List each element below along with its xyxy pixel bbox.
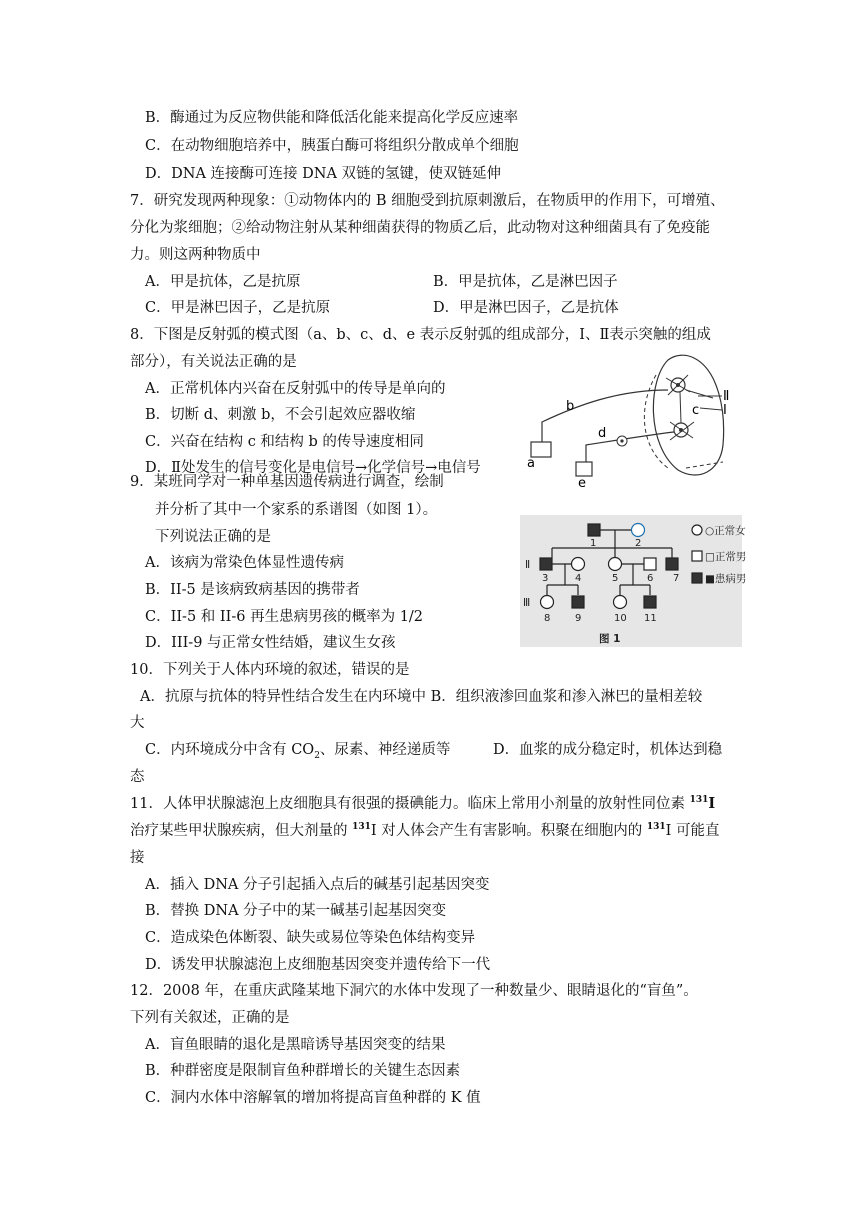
q7-option-a: A．甲是抗体，乙是抗原 <box>145 274 301 290</box>
q7-option-b: B．甲是抗体，乙是淋巴因子 <box>433 274 618 290</box>
q12-stem-line2: 下列有关叙述，正确的是 <box>130 1010 290 1026</box>
node-4: 4 <box>575 573 582 584</box>
q11-stem-line3: 接 <box>130 850 145 866</box>
q9-option-d: D．III-9 与正常女性结婚，建议生女孩 <box>145 635 396 651</box>
q7-option-c: C．甲是淋巴因子，乙是抗原 <box>145 300 331 316</box>
node-3: 3 <box>542 573 549 584</box>
label-d: d <box>598 426 607 441</box>
q12-stem-line1: 12．2008 年，在重庆武隆某地下洞穴的水体中发现了一种数量少、眼睛退化的“盲鱼”。 <box>130 983 698 999</box>
node-6: 6 <box>647 573 654 584</box>
node-9: 9 <box>575 613 582 624</box>
q8-stem-line2: 部分），有关说法正确的是 <box>130 354 297 370</box>
q10-stem: 10．下列关于人体内环境的叙述，错误的是 <box>130 662 410 678</box>
node-8: 8 <box>544 613 551 624</box>
label-a: a <box>527 456 535 471</box>
q12-option-b: B．种群密度是限制盲鱼种群增长的关键生态因素 <box>145 1063 461 1079</box>
q6-option-d: D．DNA 连接酶可连接 DNA 双链的氢键，使双链延伸 <box>145 166 502 182</box>
reflex-arc-diagram <box>518 350 740 490</box>
q6-option-b: B．酶通过为反应物供能和降低活化能来提高化学反应速率 <box>145 110 519 126</box>
q7-stem-line2: 分化为浆细胞；②给动物注射从某种细菌获得的物质乙后，此动物对这种细菌具有了免疫能 <box>130 220 710 236</box>
q10-option-d-cont: 态 <box>130 769 145 785</box>
node-10: 10 <box>614 613 627 624</box>
q6-option-c: C．在动物细胞培养中，胰蛋白酶可将组织分散成单个细胞 <box>145 138 519 154</box>
label-e: e <box>578 476 586 491</box>
q11-stem-line2: 治疗某些甲状腺疾病，但大剂量的 $^{131}$I 对人体会产生有害影响。积聚在细胞内的 $^{131}$I 可能直 <box>130 822 720 839</box>
pedigree-figure <box>520 515 747 647</box>
q8-stem-line1: 8．下图是反射弧的模式图（a、b、c、d、e 表示反射弧的组成部分，Ⅰ、Ⅱ表示突触的组成 <box>130 327 711 343</box>
q11-option-b: B．替换 DNA 分子中的某一碱基引起基因突变 <box>145 903 447 919</box>
q9-option-c: C．II-5 和 II-6 再生患病男孩的概率为 1/2 <box>145 609 424 625</box>
q11-option-c: C．造成染色体断裂、缺失或易位等染色体结构变异 <box>145 930 476 946</box>
q9-option-b: B．II-5 是该病致病基因的携带者 <box>145 582 360 598</box>
q8-option-a: A．正常机体内兴奋在反射弧中的传导是单向的 <box>145 381 446 397</box>
node-7: 7 <box>673 573 680 584</box>
label-I: Ⅰ <box>723 403 727 418</box>
gen-II-label: Ⅱ <box>525 559 531 571</box>
q11-stem-line1: 11．人体甲状腺滤泡上皮细胞具有很强的摄碘能力。临床上常用小剂量的放射性同位素 $^{131}$I <box>130 795 716 812</box>
q7-stem-line3: 力。则这两种物质中 <box>130 247 261 263</box>
q10-option-ab: A．抗原与抗体的特异性结合发生在内环境中 B．组织液渗回血浆和渗入淋巴的量相差较 <box>140 689 703 705</box>
label-c: c <box>692 403 700 418</box>
q10-option-c: C．内环境成分中含有 $CO_2$、尿素、神经递质等 <box>145 742 451 761</box>
q8-option-b: B．切断 d、刺激 b，不会引起效应器收缩 <box>145 407 416 423</box>
q12-option-a: A．盲鱼眼睛的退化是黑暗诱导基因突变的结果 <box>145 1037 446 1053</box>
q10-option-ab-cont: 大 <box>130 715 145 731</box>
q12-option-c: C．洞内水体中溶解氧的增加将提高盲鱼种群的 K 值 <box>145 1090 481 1106</box>
q7-option-d: D．甲是淋巴因子，乙是抗体 <box>433 300 619 316</box>
q11-option-a: A．插入 DNA 分子引起插入点后的碱基引起基因突变 <box>145 877 490 893</box>
q7-stem-line1: 7．研究发现两种现象：①动物体内的 B 细胞受到抗原刺激后，在物质甲的作用下，可增殖、 <box>130 193 725 209</box>
label-II: Ⅱ <box>723 389 730 404</box>
q9-stem-line3: 下列说法正确的是 <box>155 529 271 545</box>
q9-stem-line1: 9．某班同学对一种单基因遗传病进行调查，绘制 <box>130 474 444 490</box>
node-11: 11 <box>644 613 657 624</box>
q10-option-d: D．血浆的成分稳定时，机体达到稳 <box>493 742 723 758</box>
legend-affected: ■患病男 <box>705 573 747 585</box>
label-b: b <box>566 399 575 414</box>
node-1: 1 <box>590 538 597 549</box>
figure-caption: 图 1 <box>599 633 621 645</box>
node-5: 5 <box>612 573 619 584</box>
q11-option-d: D．诱发甲状腺滤泡上皮细胞基因突变并遗传给下一代 <box>145 957 491 973</box>
legend-male: □正常男 <box>705 551 747 563</box>
q8-option-d: D．Ⅱ处发生的信号变化是电信号→化学信号→电信号 <box>145 460 481 476</box>
node-2: 2 <box>635 538 642 549</box>
gen-III-label: Ⅲ <box>523 597 531 609</box>
q8-option-c: C．兴奋在结构 c 和结构 b 的传导速度相同 <box>145 434 424 450</box>
q9-stem-line2: 并分析了其中一个家系的系谱图（如图 1）。 <box>155 502 438 518</box>
legend-female: ○正常女 <box>705 525 746 537</box>
q9-option-a: A．该病为常染色体显性遗传病 <box>145 555 344 571</box>
